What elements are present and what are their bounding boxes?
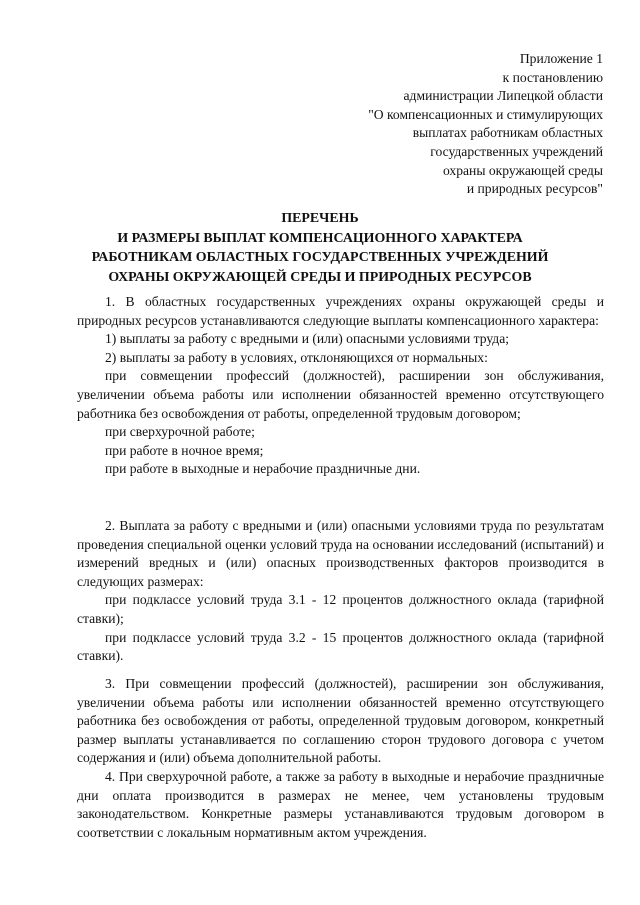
paragraph: 1) выплаты за работу с вредными и (или) опасными условиями труда; bbox=[105, 331, 510, 347]
annex-line: выплатах работникам областных bbox=[412, 125, 603, 141]
annex-line: администрации Липецкой области bbox=[403, 88, 603, 104]
paragraph: 2. Выплата за работу с вредными и (или) опасными условиями труда по результатам проведения специальной оценки условий труда на основании исследований (испытаний) и измерений вредных и (или) опасных производственных факторов производится в следующих размерах: bbox=[77, 518, 604, 589]
annex-line: охраны окружающей среды bbox=[442, 162, 603, 178]
annex-line: и природных ресурсов" bbox=[466, 181, 603, 197]
document-title bbox=[40, 209, 600, 287]
paragraph: 2) выплаты за работу в условиях, отклоняющихся от нормальных: bbox=[105, 349, 488, 365]
title-line: ПЕРЕЧЕНЬ bbox=[281, 211, 359, 226]
title-line: ОХРАНЫ ОКРУЖАЮЩЕЙ СРЕДЫ И ПРИРОДНЫХ РЕСУРСОВ bbox=[108, 269, 532, 285]
paragraph: при совмещении профессий (должностей), расширении зон обслуживания, увеличении объема работы или исполнении обязанностей временно отсутствующего работника без освобождения от работы, определенной трудовым договором; bbox=[77, 368, 604, 421]
title-line: И РАЗМЕРЫ ВЫПЛАТ КОМПЕНСАЦИОННОГО ХАРАКТЕРА bbox=[117, 230, 523, 246]
paragraph: 3. При совмещении профессий (должностей), расширении зон обслуживания, увеличении объема работы или исполнении обязанностей временно отсутствующего работника без освобождения от работы, определенной трудовым договором, конкретный размер выплаты устанавливается по соглашению сторон трудового договора с учетом содержания и (или) объема дополнительной работы. bbox=[77, 676, 604, 766]
annex-line: к постановлению bbox=[502, 69, 603, 85]
annex-line: Приложение 1 bbox=[519, 51, 603, 66]
annex-line: государственных учреждений bbox=[430, 143, 603, 159]
paragraph: при подклассе условий труда 3.2 - 15 процентов должностного оклада (тарифной ставки). bbox=[77, 629, 604, 664]
title-line: РАБОТНИКАМ ОБЛАСТНЫХ ГОСУДАРСТВЕННЫХ УЧРЕЖДЕНИЙ bbox=[91, 250, 549, 266]
paragraph: 1. В областных государственных учреждениях охраны окружающей среды и природных ресурсов устанавливаются следующие выплаты компенсационного характера: bbox=[77, 294, 604, 328]
section-3 bbox=[77, 675, 604, 842]
paragraph: 4. При сверхурочной работе, а также за работу в выходные и нерабочие праздничные дни оплата производится в размерах не менее, чем установлены трудовым законодательством. Конкретные размеры устанавливаются трудовым договором в соответствии с локальным нормативным актом учреждения. bbox=[77, 768, 604, 840]
paragraph: при подклассе условий труда 3.1 - 12 процентов должностного оклада (тарифной ставки); bbox=[77, 592, 604, 626]
paragraph: при сверхурочной работе; bbox=[105, 424, 255, 440]
annex-line: "О компенсационных и стимулирующих bbox=[368, 106, 603, 122]
annex-header bbox=[303, 50, 603, 199]
section-2 bbox=[77, 517, 604, 666]
section-1 bbox=[77, 293, 604, 479]
paragraph: при работе в ночное время; bbox=[105, 442, 264, 458]
paragraph: при работе в выходные и нерабочие праздничные дни. bbox=[105, 461, 421, 477]
